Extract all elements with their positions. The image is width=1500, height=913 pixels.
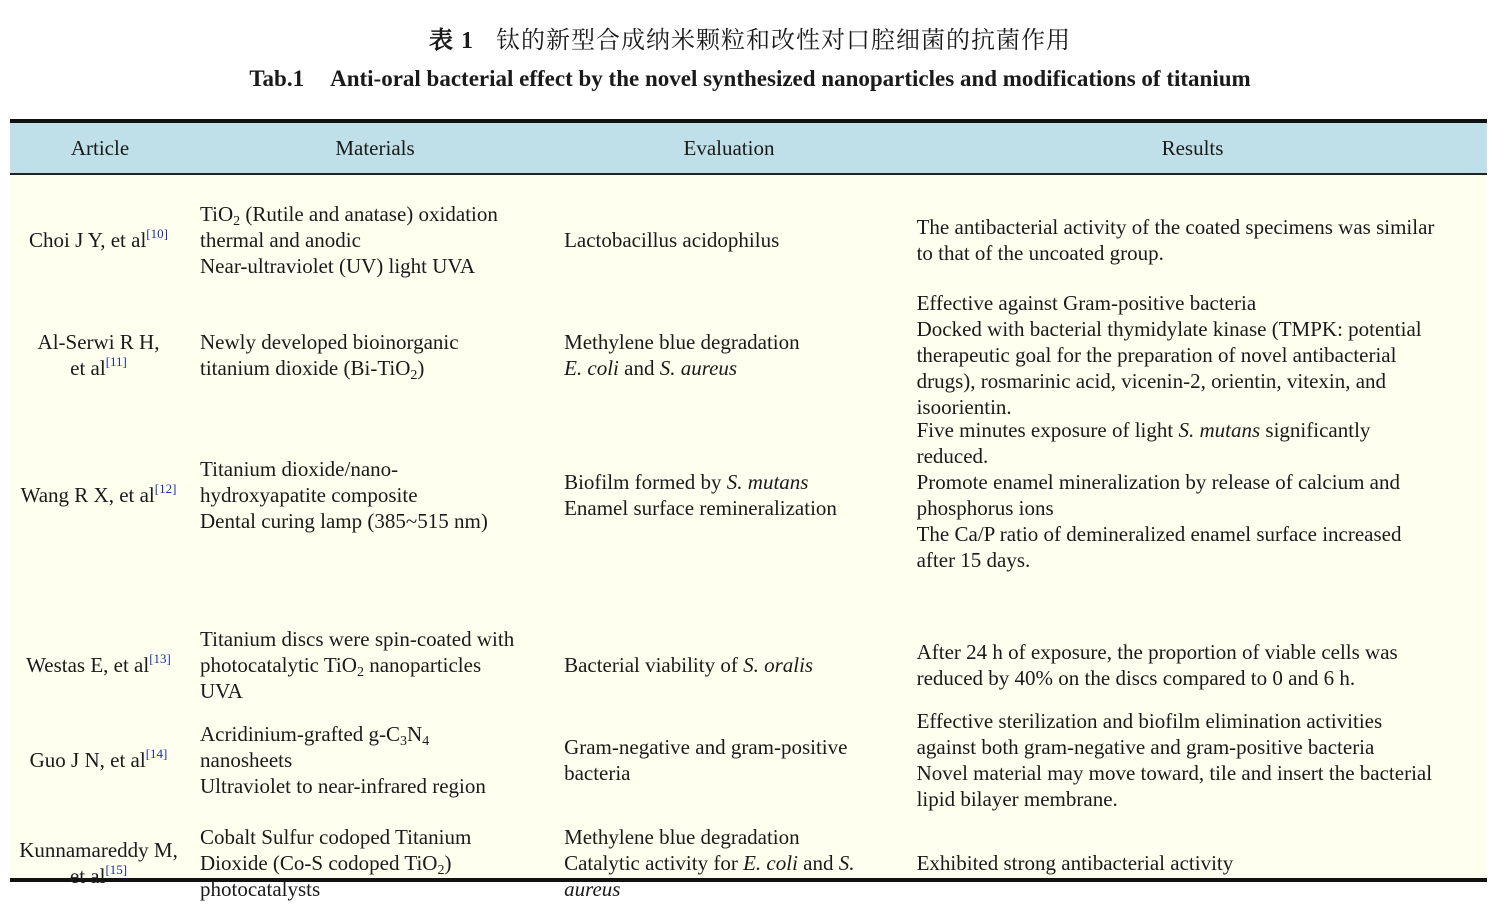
text-run: Guo J N, et al — [29, 748, 146, 772]
results-cell — [889, 850, 1487, 876]
citation-link[interactable]: [10] — [146, 226, 168, 241]
cell-line — [564, 824, 889, 850]
italic-species-name: S. — [838, 851, 855, 875]
table-title-en-text: Anti-oral bacterial effect by the novel synthesized nanoparticles and modifications of titanium — [330, 66, 1251, 91]
data-table — [10, 119, 1487, 901]
text-run: (Rutile and anatase) oxidation — [240, 202, 498, 226]
cell-line — [200, 355, 554, 381]
text-run: Acridinium-grafted g-C — [200, 722, 401, 746]
subscript: 2 — [233, 214, 241, 229]
text-run: and — [618, 356, 660, 380]
cell-line — [200, 626, 554, 652]
cell-line — [200, 876, 554, 902]
text-run: Bacterial viability of — [564, 653, 744, 677]
header-materials: Materials — [335, 135, 415, 160]
text-run: Choi J Y, et al — [29, 228, 147, 252]
cell-line — [564, 355, 889, 381]
text-run: Novel material may move toward, tile and insert the bacterial — [916, 761, 1433, 785]
cell-line — [917, 760, 1487, 786]
table-header-row — [10, 123, 1487, 173]
text-run: Wang R X, et al — [20, 483, 155, 507]
cell-line — [564, 850, 889, 876]
text-run: Lactobacillus acidophilus — [564, 228, 780, 252]
text-run: to that of the uncoated group. — [916, 241, 1164, 265]
subscript: 4 — [422, 734, 430, 749]
text-run: lipid bilayer membrane. — [916, 787, 1118, 811]
cell-line — [917, 368, 1487, 394]
cell-line — [917, 290, 1487, 316]
italic-species-name: E. coli — [743, 851, 798, 875]
table-row — [10, 185, 1487, 295]
evaluation-cell — [554, 734, 889, 786]
subscript: 2 — [410, 368, 418, 383]
cell-line — [564, 227, 889, 253]
text-run: Near-ultraviolet (UV) light UVA — [200, 254, 476, 278]
subscript: 2 — [356, 665, 364, 680]
article-cell — [10, 329, 187, 381]
text-run: nanosheets — [200, 748, 293, 772]
subscript: 3 — [400, 734, 408, 749]
table-row — [10, 615, 1487, 715]
evaluation-cell — [554, 824, 889, 902]
cell-line — [10, 227, 187, 253]
text-run: drugs), rosmarinic acid, vicenin-2, orientin, vitexin, and — [916, 369, 1387, 393]
cell-line — [917, 665, 1487, 691]
cell-line — [200, 850, 554, 876]
text-run: Methylene blue degradation — [564, 825, 800, 849]
cell-line — [917, 639, 1487, 665]
citation-link[interactable]: [11] — [105, 354, 127, 369]
text-run: Effective against Gram-positive bacteria — [916, 291, 1257, 315]
text-run: UVA — [200, 679, 243, 703]
results-cell — [889, 708, 1487, 812]
table-body — [10, 175, 1487, 901]
text-run: Promote enamel mineralization by release of calcium and — [916, 470, 1400, 494]
text-run: et al — [69, 864, 106, 888]
text-run: reduced by 40% on the discs compared to 0 and 6 h. — [916, 666, 1356, 690]
table-number-cn: 表 1 — [429, 28, 474, 54]
text-run: Westas E, et al — [26, 653, 150, 677]
results-cell — [889, 214, 1487, 266]
cell-line — [564, 734, 889, 760]
materials-cell — [187, 456, 554, 534]
cell-line — [917, 521, 1487, 547]
cell-line — [917, 734, 1487, 760]
cell-line — [10, 355, 187, 381]
text-run: Ultraviolet to near-infrared region — [200, 774, 486, 798]
text-run: et al — [70, 356, 106, 380]
text-run: significantly — [1260, 418, 1371, 442]
cell-line — [10, 747, 187, 773]
materials-cell — [187, 329, 554, 381]
text-run: The antibacterial activity of the coated specimens was similar — [916, 215, 1435, 239]
cell-line — [10, 482, 187, 508]
materials-cell — [187, 721, 554, 799]
text-run: After 24 h of exposure, the proportion of viable cells was — [916, 640, 1398, 664]
citation-link[interactable]: [15] — [105, 862, 128, 877]
text-run: phosphorus ions — [916, 496, 1054, 520]
evaluation-cell — [554, 227, 889, 253]
text-run: Kunnamareddy M, — [19, 838, 178, 862]
text-run: Titanium dioxide/nano- — [200, 457, 399, 481]
cell-line — [917, 708, 1487, 734]
table-title-english — [0, 66, 1500, 92]
article-cell — [10, 482, 187, 508]
italic-species-name: S. aureus — [659, 356, 738, 380]
header-results: Results — [1161, 135, 1224, 160]
cell-line — [200, 678, 554, 704]
text-run: TiO — [200, 202, 234, 226]
cell-line — [10, 652, 187, 678]
header-article: Article — [70, 135, 130, 160]
italic-species-name: S. mutans — [1178, 418, 1261, 442]
cell-line — [917, 850, 1487, 876]
text-run: Al-Serwi R H, — [37, 330, 160, 354]
cell-line — [917, 547, 1487, 573]
header-evaluation: Evaluation — [683, 135, 775, 160]
cell-line — [200, 329, 554, 355]
cell-line — [564, 652, 889, 678]
cell-line — [200, 227, 554, 253]
citation-link[interactable]: [12] — [154, 481, 177, 496]
text-run: Cobalt Sulfur codoped Titanium — [200, 825, 472, 849]
text-run: Exhibited strong antibacterial activity — [916, 851, 1234, 875]
cell-line — [200, 482, 554, 508]
text-run: isoorientin. — [916, 395, 1012, 419]
cell-line — [200, 721, 554, 747]
text-run: bacteria — [564, 761, 631, 785]
text-run: Catalytic activity for — [564, 851, 744, 875]
results-cell — [889, 290, 1487, 420]
cell-line — [564, 876, 889, 902]
article-cell — [10, 227, 187, 253]
cell-line — [564, 469, 889, 495]
cell-line — [200, 508, 554, 534]
text-run: Gram-negative and gram-positive — [564, 735, 848, 759]
article-cell — [10, 837, 187, 889]
cell-line — [200, 747, 554, 773]
text-run: N — [407, 722, 423, 746]
text-run: photocatalysts — [200, 877, 321, 901]
cell-line — [917, 469, 1487, 495]
text-run: Methylene blue degradation — [564, 330, 800, 354]
italic-species-name: aureus — [564, 877, 621, 901]
table-title-cn-text: 钛的新型合成纳米颗粒和改性对口腔细菌的抗菌作用 — [496, 26, 1071, 54]
citation-link[interactable]: [14] — [145, 746, 168, 761]
table-number-en: Tab.1 — [249, 66, 305, 91]
materials-cell — [187, 201, 554, 279]
text-run: ) — [444, 851, 452, 875]
cell-line — [200, 652, 554, 678]
text-run: Biofilm formed by — [564, 470, 727, 494]
text-run: reduced. — [916, 444, 989, 468]
materials-cell — [187, 824, 554, 902]
text-run: after 15 days. — [916, 548, 1031, 572]
italic-species-name: S. mutans — [726, 470, 809, 494]
cell-line — [10, 329, 187, 355]
text-run: Newly developed bioinorganic — [200, 330, 459, 354]
table-row — [10, 291, 1487, 419]
table-row — [10, 410, 1487, 580]
text-run: hydroxyapatite composite — [200, 483, 418, 507]
italic-species-name: E. coli — [564, 356, 619, 380]
text-run: Five minutes exposure of light — [916, 418, 1179, 442]
text-run: Titanium discs were spin-coated with — [200, 627, 515, 651]
cell-line — [917, 240, 1487, 266]
text-run: photocatalytic TiO — [200, 653, 357, 677]
cell-line — [200, 824, 554, 850]
text-run: The Ca/P ratio of demineralized enamel surface increased — [916, 522, 1402, 546]
cell-line — [917, 417, 1487, 443]
text-run: and — [797, 851, 839, 875]
italic-species-name: S. oralis — [743, 653, 814, 677]
cell-line — [917, 495, 1487, 521]
cell-line — [917, 316, 1487, 342]
results-cell — [889, 639, 1487, 691]
table-row — [10, 705, 1487, 815]
evaluation-cell — [554, 652, 889, 678]
evaluation-cell — [554, 469, 889, 521]
table-title-chinese — [0, 20, 1500, 55]
subscript: 2 — [437, 863, 445, 878]
article-cell — [10, 747, 187, 773]
article-cell — [10, 652, 187, 678]
text-run: titanium dioxide (Bi-TiO — [200, 356, 411, 380]
cell-line — [917, 342, 1487, 368]
cell-line — [917, 443, 1487, 469]
cell-line — [564, 760, 889, 786]
text-run: against both gram-negative and gram-positive bacteria — [916, 735, 1375, 759]
text-run: nanoparticles — [363, 653, 482, 677]
text-run: Effective sterilization and biofilm elimination activities — [916, 709, 1383, 733]
text-run: Dental curing lamp (385~515 nm) — [200, 509, 488, 533]
cell-line — [10, 837, 187, 863]
text-run: thermal and anodic — [200, 228, 361, 252]
text-run: Dioxide (Co-S codoped TiO — [200, 851, 438, 875]
results-cell — [889, 417, 1487, 573]
cell-line — [917, 214, 1487, 240]
cell-line — [200, 253, 554, 279]
cell-line — [200, 201, 554, 227]
materials-cell — [187, 626, 554, 704]
cell-line — [10, 863, 187, 889]
evaluation-cell — [554, 329, 889, 381]
text-run: therapeutic goal for the preparation of novel antibacterial — [916, 343, 1397, 367]
citation-link[interactable]: [13] — [149, 651, 171, 666]
text-run: ) — [417, 356, 425, 380]
cell-line — [564, 495, 889, 521]
cell-line — [200, 773, 554, 799]
text-run: Docked with bacterial thymidylate kinase (TMPK: potential — [916, 317, 1422, 341]
table-row — [10, 813, 1487, 913]
text-run: Enamel surface remineralization — [564, 496, 837, 520]
cell-line — [917, 786, 1487, 812]
cell-line — [564, 329, 889, 355]
cell-line — [200, 456, 554, 482]
